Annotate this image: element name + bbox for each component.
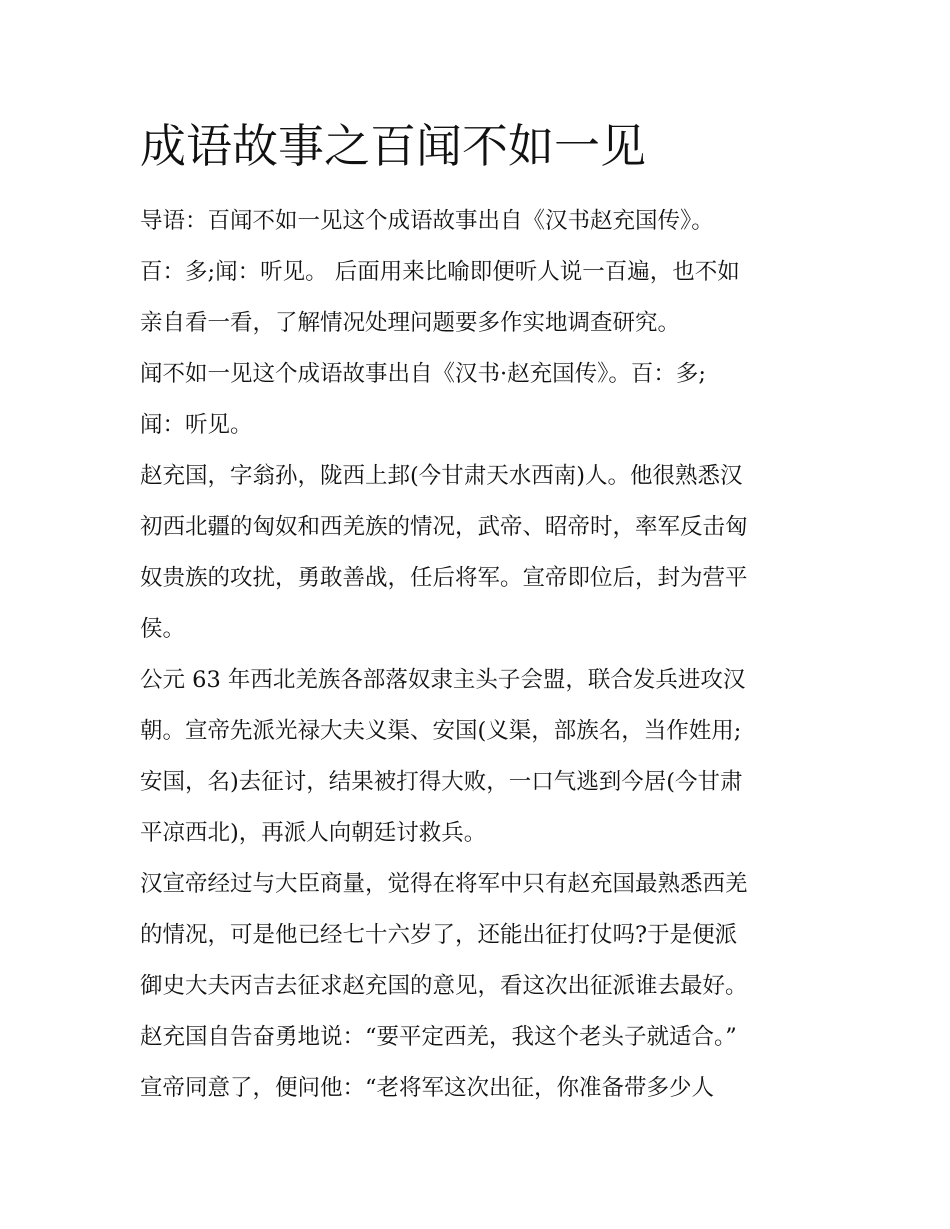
- document-body: [140, 196, 820, 1114]
- text-line: 宣帝同意了，便问他：“老将军这次出征，你准备带多少人: [140, 1075, 715, 1101]
- text-line: 赵充国自告奋勇地说：“要平定西羌，我这个老头子就适合。”: [140, 1024, 737, 1050]
- text-line: 朝。宣帝先派光禄大夫义渠、安国(义渠，部族名，当作姓用;: [140, 718, 742, 744]
- text-line: 奴贵族的攻扰，勇敢善战，任后将军。宣帝即位后，封为营平: [140, 565, 748, 591]
- text-line: 初西北疆的匈奴和西羌族的情况，武帝、昭帝时，率军反击匈: [140, 514, 748, 540]
- text-line: 导语：百闻不如一见这个成语故事出自《汉书赵充国传》。: [140, 208, 714, 234]
- text-line: 公元 63 年西北羌族各部落奴隶主头子会盟，联合发兵进攻汉: [140, 667, 746, 693]
- text-line: 平凉西北)，再派人向朝廷讨救兵。: [140, 820, 487, 846]
- text-line: 闻不如一见这个成语故事出自《汉书·赵充国传》。百：多;: [140, 361, 706, 387]
- text-line: 百：多;闻：听见。 后面用来比喻即便听人说一百遍，也不如: [140, 259, 740, 285]
- text-line: 的情况，可是他已经七十六岁了，还能出征打仗吗?于是便派: [140, 922, 738, 948]
- text-line: 汉宣帝经过与大臣商量，觉得在将军中只有赵充国最熟悉西羌: [140, 871, 748, 897]
- document-title: 成语故事之百闻不如一见: [140, 119, 646, 173]
- text-line: 安国，名)去征讨，结果被打得大败，一口气逃到今居(今甘肃: [140, 769, 743, 795]
- text-line: 御史大夫丙吉去征求赵充国的意见，看这次出征派谁去最好。: [140, 973, 748, 999]
- text-line: 侯。: [140, 616, 186, 642]
- text-line: 赵充国，字翁孙，陇西上邽(今甘肃天水西南)人。他很熟悉汉: [140, 463, 743, 489]
- text-line: 亲自看一看，了解情况处理问题要多作实地调查研究。: [140, 310, 681, 336]
- text-line: 闻：听见。: [140, 412, 253, 438]
